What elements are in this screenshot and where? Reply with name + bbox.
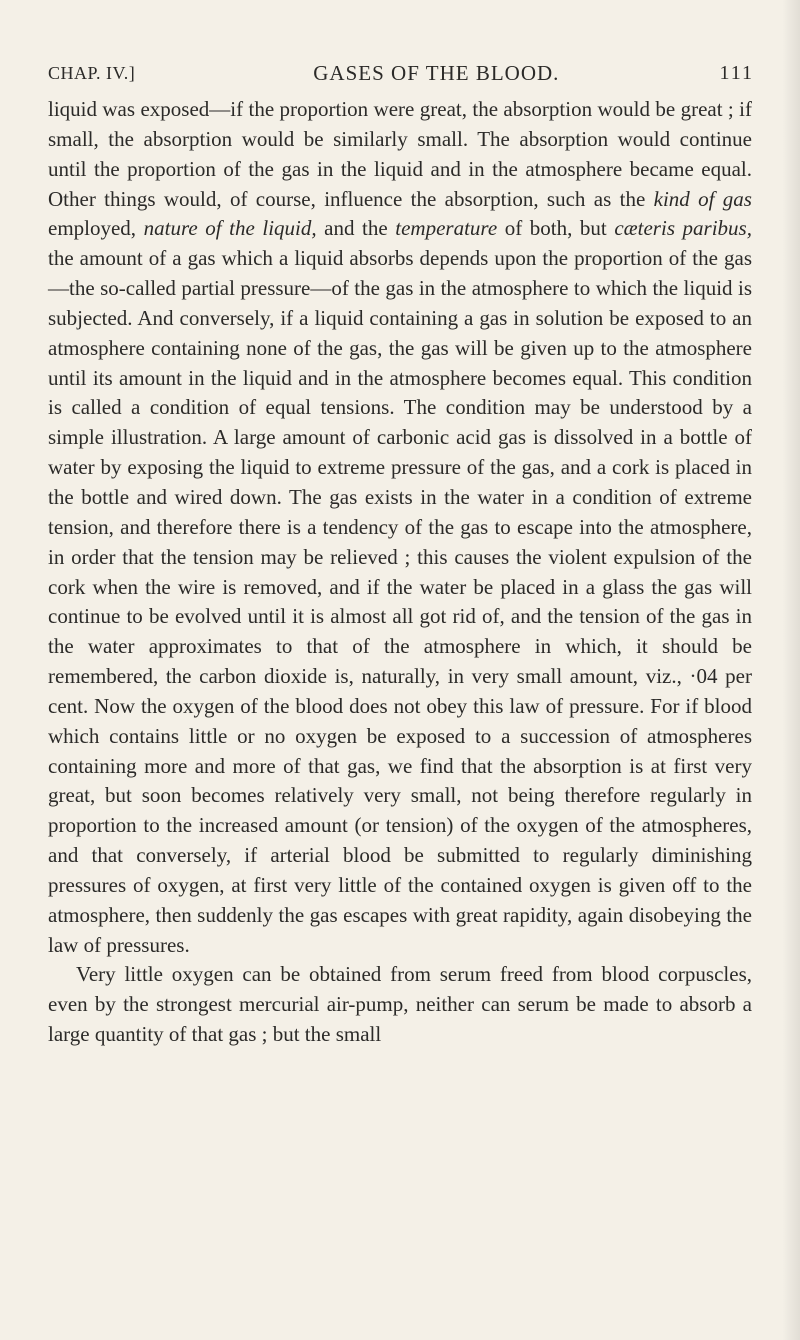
paragraph-1-text-g: of both, but [497, 216, 615, 241]
paragraph-1-text-c: employed, [48, 216, 144, 241]
paragraph-1-text-a: liquid was exposed—if the proportion were great, the absorption would be great ; if small, the absorption would be similarly small. The absorption would continue until the proportion of the gas in the liquid and in the atmosphere became equal. Other things would, of course, influence the absorption, such as the [48, 97, 752, 211]
paragraph-1 [48, 95, 752, 960]
paragraph-2: Very little oxygen can be obtained from serum freed from blood corpuscles, even by the strongest mercurial air-pump, neither can serum be made to absorb a large quantity of that gas ; but the small [48, 962, 752, 1047]
page-number: 111 [719, 61, 754, 84]
chapter-label: CHAP. IV.] [48, 62, 136, 83]
running-title: GASES OF THE BLOOD. [313, 60, 560, 85]
paragraph-1-italic-nature-of-liquid: nature of the liquid, [143, 216, 317, 241]
paragraph-1-text-e: and the [316, 216, 396, 241]
page-edge-shadow [782, 0, 800, 1340]
paragraph-1-italic-temperature: temperature [395, 216, 498, 241]
paragraph-1-italic-ceteris-paribus: cæteris paribus, [614, 216, 752, 241]
page-body [48, 95, 752, 1050]
running-header [48, 56, 754, 90]
paragraph-1-text-i: the amount of a gas which a liquid absorbs depends upon the proportion of the gas—the so-called partial pressure—of the gas in the atmosphere to which the liquid is subjected. And conversely, if a liquid containing a gas in solution be exposed to an atmosphere containing none of the gas, the gas will be given up to the atmosphere until its amount in the liquid and in the atmosphere becomes equal. This condition is called a condition of equal tensions. The condition may be understood by a simple illustration. A large amount of carbonic acid gas is dissolved in a bottle of water by exposing the liquid to extreme pressure of the gas, and a cork is placed in the bottle and wired down. The gas exists in the water in a condition of extreme tension, and therefore there is a tendency of the gas to escape into the atmosphere, in order that the tension may be relieved ; this causes the violent expulsion of the cork when the wire is removed, and if the water be placed in a glass the gas will continue to be evolved until it is almost all got rid of, and the tension of the gas in the water approximates to that of the atmosphere in which, it should be remembered, the carbon dioxide is, naturally, in very small amount, viz., ·04 per cent. Now the oxygen of the blood does not obey this law of pressure. For if blood which contains little or no oxygen be exposed to a succession of atmospheres containing more and more of that gas, we find that the absorption is at first very great, but soon becomes relatively very small, not being therefore regularly in proportion to the increased amount (or tension) of the oxygen of the atmospheres, and that conversely, if arterial blood be submitted to regularly diminishing pressures of oxygen, at first very little of the contained oxygen is given off to the atmosphere, then suddenly the gas escapes with great rapidity, again disobeying the law of pressures. [48, 246, 752, 957]
paragraph-1-italic-kind-of-gas: kind of gas [653, 186, 752, 211]
